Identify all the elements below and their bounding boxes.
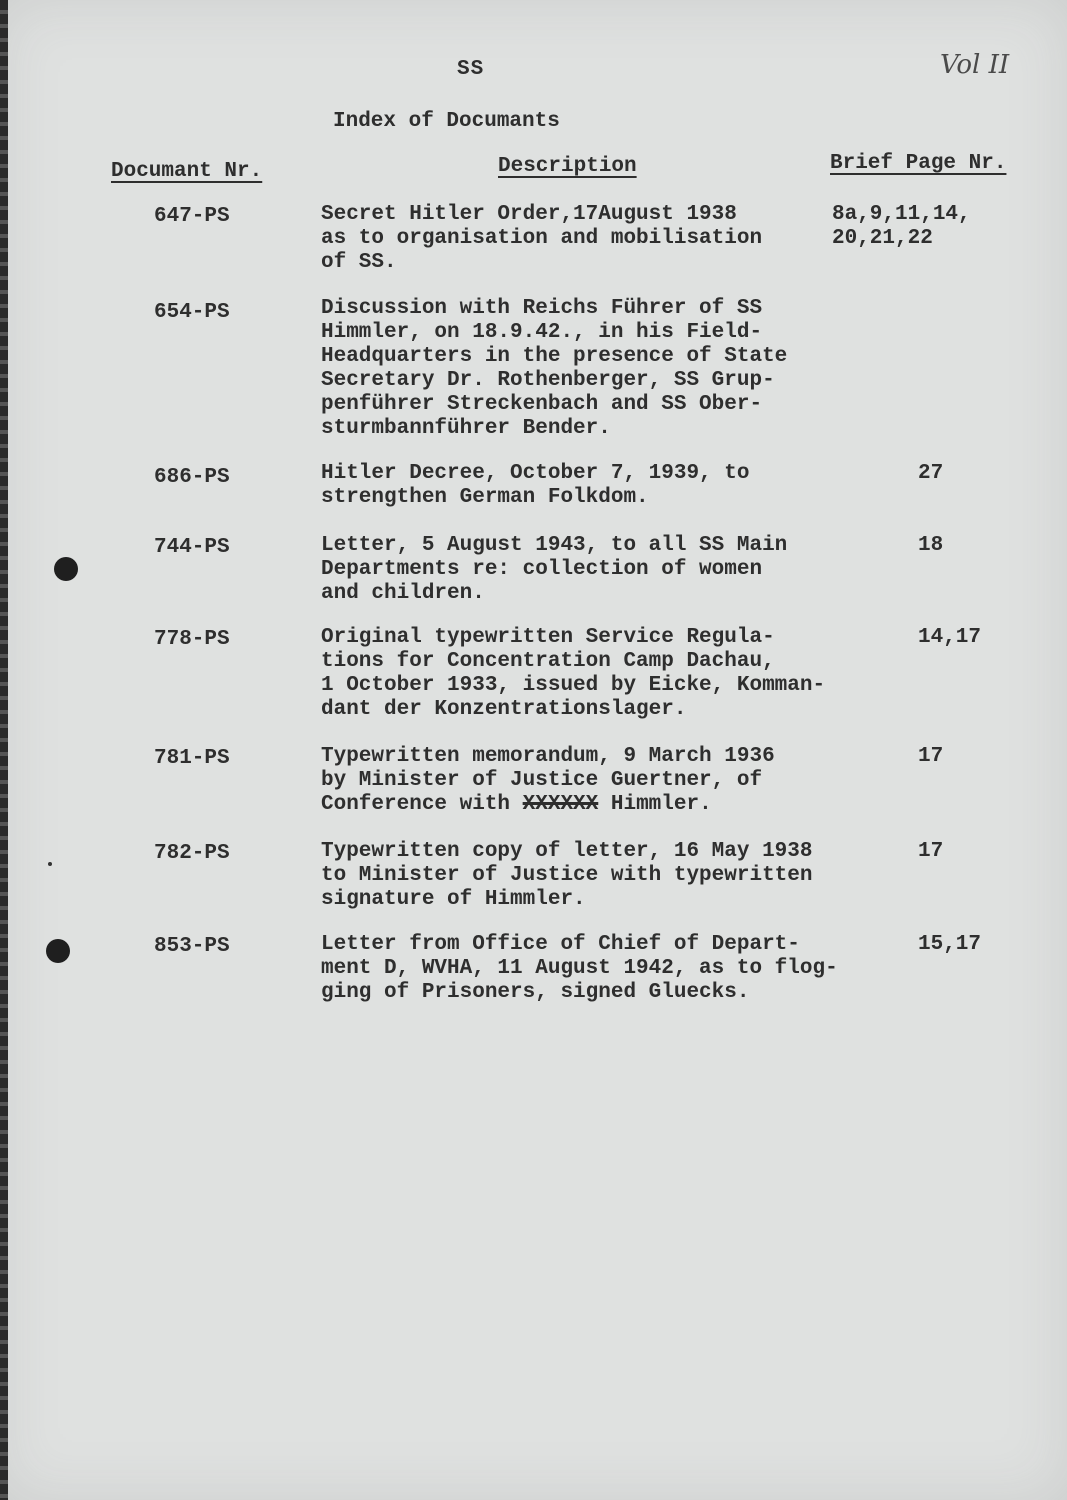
column-header-description: Description	[498, 155, 637, 178]
description-line: by Minister of Justice Guertner, of	[321, 769, 763, 792]
column-header-brief-page-nr: Brief Page Nr.	[830, 152, 1007, 175]
description	[321, 462, 749, 510]
description-line: as to organisation and mobilisation	[321, 227, 763, 250]
description	[321, 626, 825, 722]
brief-page-numbers	[832, 203, 971, 251]
document-number: 781-PS	[154, 747, 230, 770]
description-line: and children.	[321, 582, 485, 605]
description-line: Departments re: collection of women	[321, 558, 763, 581]
document-number: 782-PS	[154, 842, 230, 865]
description-line: Letter from Office of Chief of Depart-	[321, 933, 800, 956]
description-line: Discussion with Reichs Führer of SS	[321, 297, 763, 320]
page-numbers-line: 18	[918, 534, 944, 557]
document-number: 744-PS	[154, 536, 230, 559]
description	[321, 745, 775, 817]
punch-hole	[54, 557, 78, 581]
description-line: 1 October 1933, issued by Eicke, Komman-	[321, 674, 826, 697]
index-title: Index of Documants	[333, 110, 560, 133]
description	[321, 840, 812, 912]
description-line: penführer Streckenbach and SS Ober-	[321, 393, 763, 416]
description-line: Secretary Dr. Rothenberger, SS Grup-	[321, 369, 775, 392]
description-line: Letter, 5 August 1943, to all SS Main	[321, 534, 788, 557]
description	[321, 534, 787, 606]
description-line: ging of Prisoners, signed Gluecks.	[321, 981, 750, 1004]
brief-page-numbers	[918, 745, 943, 769]
document-number: 686-PS	[154, 466, 230, 489]
page-numbers-line: 8a,9,11,14,	[832, 203, 971, 226]
description-line: Headquarters in the presence of State	[321, 345, 788, 368]
description-line: signature of Himmler.	[321, 888, 586, 911]
description	[321, 297, 787, 441]
description-line: Typewritten copy of letter, 16 May 1938	[321, 840, 813, 863]
description-line	[321, 793, 775, 817]
description-line: ment D, WVHA, 11 August 1942, as to flog-	[321, 957, 838, 980]
description-line: of SS.	[321, 251, 397, 274]
description-line: tions for Concentration Camp Dachau,	[321, 650, 775, 673]
punch-hole	[46, 939, 70, 963]
description-line: dant der Konzentrationslager.	[321, 698, 687, 721]
page-numbers-line: 20,21,22	[832, 227, 933, 250]
page-numbers-line: 17	[918, 840, 944, 863]
description-line: Secret Hitler Order,17August 1938	[321, 203, 737, 226]
description	[321, 203, 762, 275]
handwritten-volume-mark: Vol II	[940, 50, 1010, 80]
description	[321, 933, 838, 1005]
column-header-document-nr: Documant Nr.	[111, 160, 263, 183]
brief-page-numbers	[918, 933, 981, 957]
document-number: 853-PS	[154, 935, 230, 958]
brief-page-numbers	[918, 462, 943, 486]
brief-page-numbers	[918, 626, 981, 650]
brief-page-numbers	[918, 840, 943, 864]
description-line: to Minister of Justice with typewritten	[321, 864, 813, 887]
description-text: Conference with	[321, 793, 523, 816]
page-numbers-line: 14,17	[918, 626, 982, 649]
description-line: Himmler, on 18.9.42., in his Field-	[321, 321, 763, 344]
document-number: 647-PS	[154, 205, 230, 228]
document-number: 778-PS	[154, 628, 230, 651]
document-number: 654-PS	[154, 301, 230, 324]
page-numbers-line: 17	[918, 745, 944, 768]
struck-out-text: XXXXXX	[522, 793, 599, 816]
header-title: SS	[457, 58, 485, 81]
description-line: Typewritten memorandum, 9 March 1936	[321, 745, 775, 768]
description-line: Hitler Decree, October 7, 1939, to	[321, 462, 750, 485]
brief-page-numbers	[918, 534, 943, 558]
paper-speck	[48, 862, 52, 866]
binding-spine	[0, 0, 8, 1500]
description-line: strengthen German Folkdom.	[321, 486, 649, 509]
page-numbers-line: 27	[918, 462, 944, 485]
page-numbers-line: 15,17	[918, 933, 982, 956]
description-line: Original typewritten Service Regula-	[321, 626, 775, 649]
description-line: sturmbannführer Bender.	[321, 417, 611, 440]
description-text: Himmler.	[598, 793, 712, 816]
